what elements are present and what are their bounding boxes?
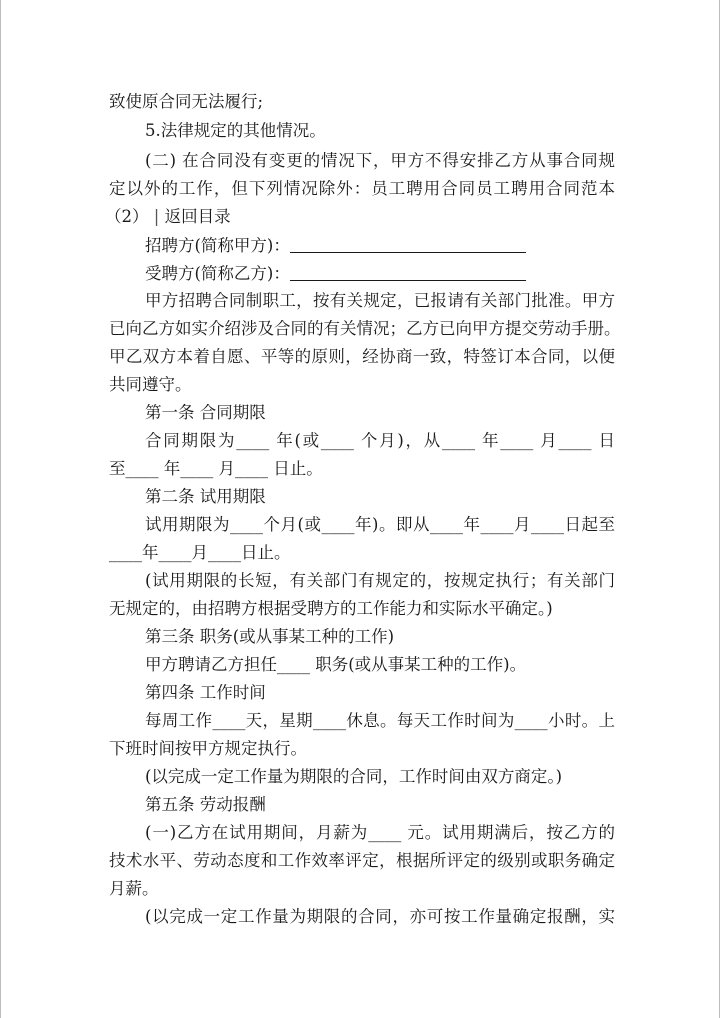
paragraph-line: (试用期限的长短，有关部门有规定的，按规定执行；有关部门: [145, 571, 615, 590]
section-heading: 第二条 试用期限: [145, 487, 266, 506]
separator: |: [153, 207, 160, 226]
paragraph-line: 试用期限为____个月(或____年)。即从____年____月____日起至: [145, 515, 615, 534]
employee-field: [145, 262, 615, 285]
section-heading: 第四条 工作时间: [145, 683, 266, 702]
text-line: 致使原合同无法履行;: [109, 92, 264, 111]
paragraph-line: 无规定的，由招聘方根据受聘方的工作能力和实际水平确定。): [109, 599, 553, 618]
employee-blank: [290, 262, 526, 281]
paragraph-line: 合同期限为____ 年(或____ 个月)，从____ 年____ 月____ 日: [145, 431, 615, 450]
employer-label: 招聘方(简称甲方)：: [145, 236, 290, 255]
employer-field: [145, 234, 615, 257]
employee-label: 受聘方(简称乙方)：: [145, 264, 290, 283]
paragraph-line: 已向乙方如实介绍涉及合同的有关情况；乙方已向甲方提交劳动手册。: [109, 319, 621, 338]
paragraph-line: (以完成一定工作量为期限的合同，亦可按工作量确定报酬，实: [145, 907, 615, 926]
paragraph-line: 至____ 年____ 月____ 日止。: [109, 459, 323, 478]
paragraph-line: ____年____月____日止。: [109, 543, 291, 562]
paragraph-line: 下班时间按甲方规定执行。: [109, 739, 307, 758]
employer-blank: [290, 234, 526, 253]
paragraph-line: 技术水平、劳动态度和工作效率评定，根据所评定的级别或职务确定: [109, 851, 615, 870]
paragraph-line: (一)乙方在试用期间，月薪为____ 元。试用期满后，按乙方的: [145, 823, 615, 842]
paragraph-line: 共同遵守。: [109, 375, 192, 394]
section-heading: 第五条 劳动报酬: [145, 795, 266, 814]
version-label: （2）: [105, 207, 149, 226]
list-item: 5.法律规定的其他情况。: [145, 121, 326, 140]
paragraph-line: 甲乙双方本着自愿、平等的原则，经协商一致，特签订本合同，以便: [109, 347, 615, 366]
paragraph-line: 月薪。: [109, 879, 159, 898]
paragraph-line: (二) 在合同没有变更的情况下，甲方不得安排乙方从事合同规: [145, 151, 615, 170]
paragraph-line: (以完成一定工作量为期限的合同，工作时间由双方商定。): [145, 767, 563, 786]
section-heading: 第三条 职务(或从事某工种的工作): [145, 627, 395, 646]
back-to-toc-link[interactable]: 返回目录: [164, 207, 231, 226]
toc-link-row: [105, 206, 615, 228]
paragraph-line: 每周工作____天，星期____休息。每天工作时间为____小时。上: [145, 711, 615, 730]
paragraph-line: 定以外的工作，但下列情况除外：员工聘用合同员工聘用合同范本: [109, 179, 615, 198]
paragraph-line: 甲方招聘合同制职工，按有关规定，已报请有关部门批准。甲方: [145, 291, 615, 310]
section-heading: 第一条 合同期限: [145, 403, 266, 422]
paragraph-line: 甲方聘请乙方担任____ 职务(或从事某工种的工作)。: [145, 655, 527, 674]
